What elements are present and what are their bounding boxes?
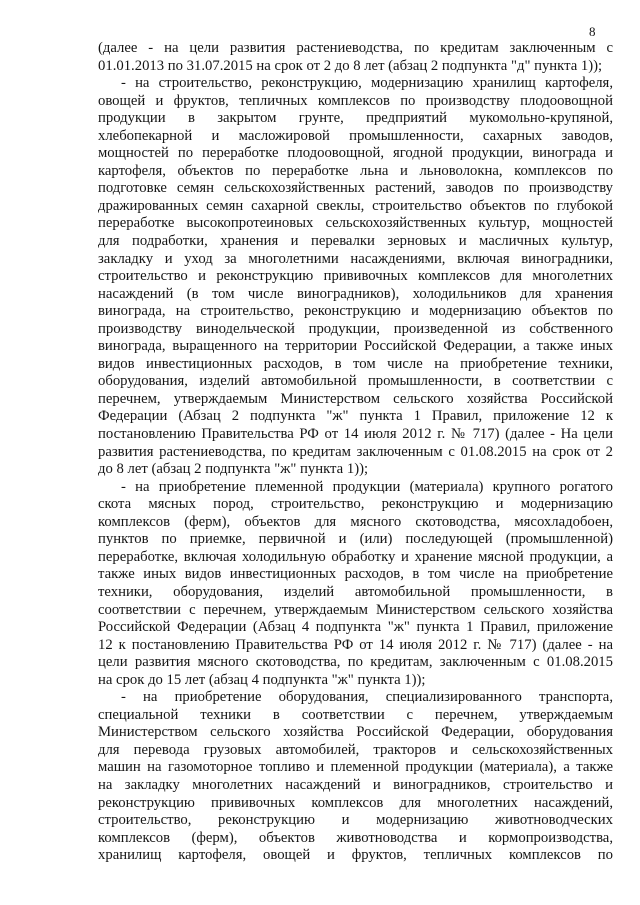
text-line: комплексов (ферм), объектов для мясного скотоводства, мясохладобоен, [98,513,613,530]
text-line: соответствии с перечнем, утверждаемым Министерством сельского хозяйства [98,601,613,618]
text-line: развития растениеводства, по кредитам заключенным с 01.08.2015 на срок от 2 [98,443,613,460]
text-line: постановлению Правительства РФ от 14 июля 2012 г. № 717) (далее - На цели [98,426,613,443]
text-line: видов инвестиционных расходов, в том числе на приобретение техники, [98,355,613,372]
text-line: строительство и реконструкцию прививочных комплексов для многолетних [98,268,613,285]
text-line: перечнем, утверждаемым Министерством сельского хозяйства Российской [98,390,613,407]
text-line: переработке высокопротеиновых сельскохозяйственных культур, мощностей [98,215,613,232]
text-line: на закладку многолетних насаждений и виноградников, строительство и [98,776,613,793]
text-line: техники, оборудования, изделий автомобильной промышленности, в [98,583,613,600]
text-line: винограда, выращенного на территории Российской Федерации, а также иных [98,338,613,355]
text-line: винограда, на строительство, реконструкцию и модернизацию объектов по [98,303,613,320]
text-line: - на приобретение оборудования, специализированного транспорта, [121,689,613,706]
text-line: производству винодельческой продукции, произведенной из собственного [98,320,613,337]
text-line: дражированных семян сахарной свеклы, строительство объектов по глубокой [98,197,613,214]
text-line: цели развития мясного скотоводства, по кредитам, заключенным с 01.08.2015 [98,654,613,671]
text-line: машин на газомоторное топливо и племенной продукции (материала), а также [98,759,613,776]
text-line: закладку и уход за многолетними насаждениями, включая виноградники, [98,250,613,267]
text-line: строительство, реконструкцию и модернизацию животноводческих [98,812,613,829]
document-body [98,40,613,865]
text-line: хлебопекарной и масложировой промышленности, сахарных заводов, [98,127,613,144]
text-line: для подработки, хранения и перевалки зерновых и масличных культур, [98,233,613,250]
text-line: 12 к постановлению Правительства РФ от 14 июля 2012 г. № 717) (далее - на [98,636,613,653]
text-line: переработке, включая холодильную обработку и хранение мясной продукции, а [98,548,613,565]
text-line: оборудования, изделий автомобильной промышленности, в соответствии с [98,373,613,390]
text-line: картофеля, объектов по переработке льна и льноволокна, комплексов по [98,162,613,179]
text-line: для перевода грузовых автомобилей, тракторов и сельскохозяйственных [98,741,613,758]
text-line: скота мясных пород, строительство, реконструкцию и модернизацию [98,496,613,513]
text-line: 01.01.2013 по 31.07.2015 на срок от 2 до 8 лет (абзац 2 подпункта "д" пункта 1)); [98,57,603,74]
text-line: специальной техники в соответствии с перечнем, утверждаемым [98,706,613,723]
text-line: Министерством сельского хозяйства Российской Федерации, оборудования [98,724,613,741]
text-line: на срок до 15 лет (абзац 4 подпункта "ж" пункта 1)); [98,671,426,688]
text-line: подготовке семян сельскохозяйственных растений, заводов по производству [98,180,613,197]
text-line: (далее - на цели развития растениеводства, по кредитам заключенным с [98,40,613,56]
text-line: реконструкцию прививочных комплексов для многолетних насаждений, [98,794,613,811]
text-line: мощностей по переработке плодоовощной, ягодной продукции, винограда и [98,145,613,162]
text-line: продукции в закрытом грунте, предприятий мукомольно-крупяной, [98,110,613,127]
text-line: насаждений (в том числе виноградников), холодильников для хранения [98,285,613,302]
text-line: до 8 лет (абзац 2 подпункта "ж" пункта 1)); [98,461,369,478]
text-line: комплексов (ферм), объектов животноводства и кормопроизводства, [98,829,613,846]
text-line: хранилищ картофеля, овощей и фруктов, тепличных комплексов по [98,847,613,864]
page-number: 8 [589,24,596,39]
text-line: Российской Федерации (Абзац 4 подпункта "ж" пункта 1 Правил, приложение [98,619,613,636]
text-line: также иных видов инвестиционных расходов, в том числе на приобретение [98,566,613,583]
text-line: - на строительство, реконструкцию, модернизацию хранилищ картофеля, [121,75,613,92]
text-line: пунктов по приемке, первичной и (или) последующей (промышленной) [98,531,613,548]
text-line: овощей и фруктов, тепличных комплексов по производству плодоовощной [98,92,613,109]
text-line: - на приобретение племенной продукции (материала) крупного рогатого [121,478,613,495]
text-line: Федерации (Абзац 2 подпункта "ж" пункта 1 Правил, приложение 12 к [98,408,613,425]
